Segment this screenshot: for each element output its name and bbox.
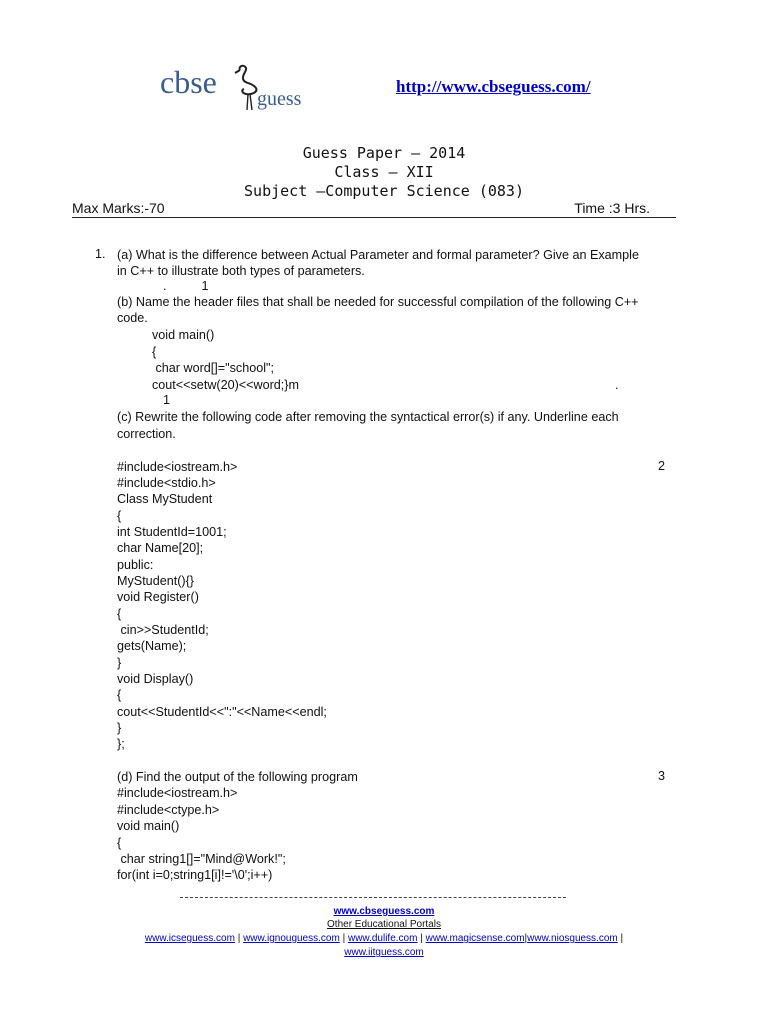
code-line: { bbox=[117, 607, 122, 621]
code-line: void Register() bbox=[117, 590, 199, 604]
code-line: public: bbox=[117, 558, 154, 572]
footer-links-row bbox=[0, 933, 768, 944]
marks-time-row bbox=[72, 200, 676, 218]
footer-link-magicsense[interactable]: www.magicsense.com bbox=[425, 933, 525, 944]
code-line: MyStudent(){} bbox=[117, 574, 195, 588]
max-marks: Max Marks:-70 bbox=[72, 200, 165, 216]
footer-link-icseguess[interactable]: www.icseguess.com bbox=[144, 933, 235, 944]
code-line: { bbox=[117, 688, 122, 702]
footer-divider bbox=[180, 897, 566, 898]
time-allowed: Time :3 Hrs. bbox=[574, 200, 650, 216]
code-line: gets(Name); bbox=[117, 639, 187, 653]
footer-link-iitguess[interactable]: www.iitguess.com bbox=[344, 947, 424, 958]
footer-link-ignouguess[interactable]: www.ignouguess.com bbox=[243, 933, 340, 944]
footer-separator: | bbox=[524, 933, 528, 944]
class-title: Class – XII bbox=[334, 163, 434, 181]
question-c-line1: (c) Rewrite the following code after removing the syntactical error(s) if any. Underline each bbox=[117, 410, 619, 424]
question-number: 1. bbox=[95, 247, 106, 261]
footer-separator: | bbox=[342, 933, 346, 944]
code-line: } bbox=[117, 656, 122, 670]
code-line: { bbox=[117, 509, 122, 523]
question-c-line2: correction. bbox=[117, 427, 176, 441]
footer-links-row-2 bbox=[0, 947, 768, 958]
code-line: #include<stdio.h> bbox=[117, 476, 216, 490]
footer-separator: | bbox=[620, 933, 624, 944]
footer-link-niosguess[interactable]: www.niosguess.com bbox=[527, 933, 618, 944]
footer-separator: | bbox=[420, 933, 423, 944]
question-a-line2: in C++ to illustrate both types of parameters. bbox=[117, 264, 365, 278]
question-c-marks: 2 bbox=[658, 459, 666, 473]
question-d-marks: 3 bbox=[658, 769, 666, 783]
code-line: cout<<setw(20)<<word;}m bbox=[152, 378, 300, 392]
question-b-line2: code. bbox=[117, 311, 148, 325]
question-d-line1: (d) Find the output of the following program bbox=[117, 770, 358, 784]
code-line: void main() bbox=[152, 328, 215, 342]
code-line: for(int i=0;string1[i]!='\0';i++) bbox=[117, 868, 273, 882]
question-a-line1: (a) What is the difference between Actual Parameter and formal parameter? Give an Example bbox=[117, 248, 639, 262]
code-line: }; bbox=[117, 737, 125, 751]
code-line: cin>>StudentId; bbox=[117, 623, 209, 637]
logo-guess-text: guess bbox=[257, 88, 302, 110]
footer-portals-label: Other Educational Portals bbox=[327, 919, 441, 930]
code-line: { bbox=[117, 836, 122, 850]
question-b-marks: 1 bbox=[163, 393, 171, 407]
footer-main-link[interactable]: www.cbseguess.com bbox=[333, 906, 435, 917]
footer-separator: | bbox=[237, 933, 241, 944]
code-line: Class MyStudent bbox=[117, 492, 213, 506]
code-line: cout<<StudentId<<":"<<Name<<endl; bbox=[117, 705, 327, 719]
footer-link-dulife[interactable]: www.dulife.com bbox=[347, 933, 418, 944]
code-line: #include<ctype.h> bbox=[117, 803, 220, 817]
subject-title: Subject –Computer Science (083) bbox=[244, 182, 524, 200]
question-a-marks: . 1 bbox=[163, 279, 209, 293]
code-line: void Display() bbox=[117, 672, 194, 686]
question-b-dot: . bbox=[615, 378, 619, 392]
footer-main-link-row bbox=[0, 906, 768, 917]
code-line: void main() bbox=[117, 819, 180, 833]
code-line: int StudentId=1001; bbox=[117, 525, 227, 539]
code-line: #include<iostream.h> bbox=[117, 460, 238, 474]
code-line: char Name[20]; bbox=[117, 541, 204, 555]
logo-cbse-text: cbse bbox=[160, 64, 217, 100]
paper-title: Guess Paper – 2014 bbox=[302, 144, 466, 162]
question-b-line1: (b) Name the header files that shall be needed for successful compilation of the following C++ bbox=[117, 295, 639, 309]
footer-portals-row bbox=[0, 919, 768, 930]
code-line: char word[]="school"; bbox=[152, 361, 274, 375]
code-line: { bbox=[152, 345, 157, 359]
code-line: char string1[]="Mind@Work!"; bbox=[117, 852, 286, 866]
code-line: } bbox=[117, 721, 122, 735]
code-line: #include<iostream.h> bbox=[117, 786, 238, 800]
site-url-link[interactable]: http://www.cbseguess.com/ bbox=[396, 77, 591, 96]
